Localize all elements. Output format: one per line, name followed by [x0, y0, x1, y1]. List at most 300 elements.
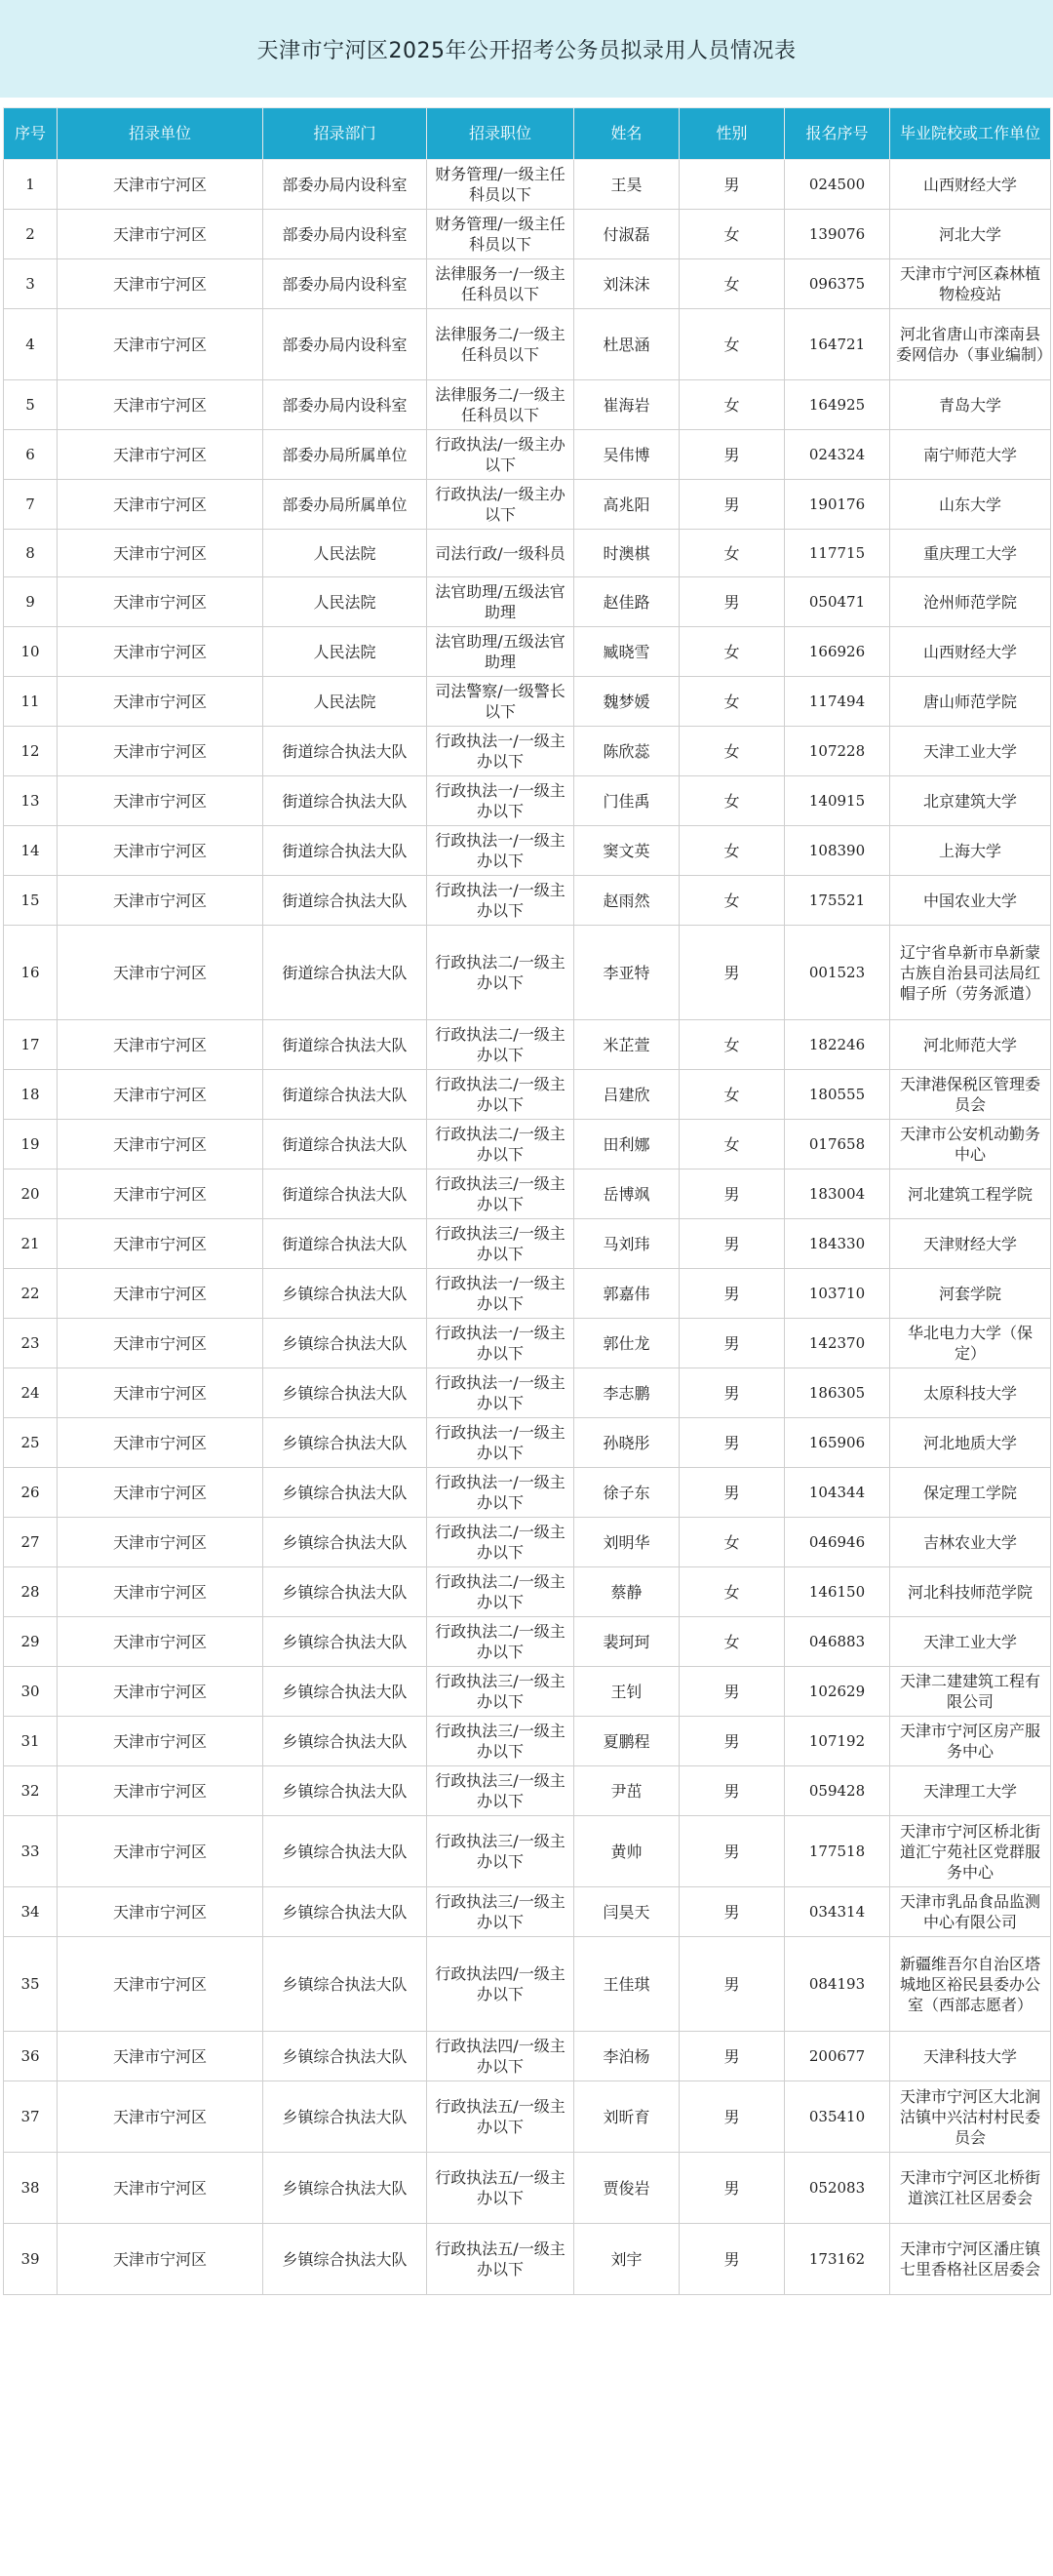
cell-school-or-employer: 天津市宁河区北桥街道滨江社区居委会	[890, 2153, 1051, 2224]
table-row	[4, 380, 1051, 430]
cell-recruiting-unit: 天津市宁河区	[58, 1368, 263, 1418]
table-row	[4, 826, 1051, 876]
cell-school-or-employer: 唐山师范学院	[890, 677, 1051, 727]
cell-recruiting-department: 街道综合执法大队	[263, 1020, 427, 1070]
cell-recruiting-department: 街道综合执法大队	[263, 776, 427, 826]
cell-recruiting-position: 行政执法一/一级主办以下	[427, 876, 574, 926]
cell-gender: 男	[680, 430, 785, 480]
cell-school-or-employer: 辽宁省阜新市阜新蒙古族自治县司法局红帽子所（劳务派遣）	[890, 926, 1051, 1020]
cell-recruiting-unit: 天津市宁河区	[58, 530, 263, 577]
cell-serial-number: 39	[4, 2224, 58, 2295]
cell-serial-number: 25	[4, 1418, 58, 1468]
cell-recruiting-position: 行政执法三/一级主办以下	[427, 1717, 574, 1766]
cell-recruiting-unit: 天津市宁河区	[58, 1120, 263, 1169]
cell-recruiting-department: 乡镇综合执法大队	[263, 1937, 427, 2032]
cell-serial-number: 28	[4, 1567, 58, 1617]
cell-registration-number: 046883	[785, 1617, 890, 1667]
cell-school-or-employer: 天津科技大学	[890, 2032, 1051, 2081]
cell-registration-number: 107228	[785, 727, 890, 776]
cell-registration-number: 166926	[785, 627, 890, 677]
cell-school-or-employer: 河北建筑工程学院	[890, 1169, 1051, 1219]
cell-recruiting-department: 乡镇综合执法大队	[263, 2032, 427, 2081]
cell-serial-number: 7	[4, 480, 58, 530]
cell-recruiting-unit: 天津市宁河区	[58, 1887, 263, 1937]
header-gender: 性别	[680, 108, 785, 160]
cell-serial-number: 13	[4, 776, 58, 826]
cell-recruiting-position: 行政执法二/一级主办以下	[427, 1070, 574, 1120]
cell-recruiting-position: 行政执法二/一级主办以下	[427, 1020, 574, 1070]
cell-recruiting-department: 人民法院	[263, 577, 427, 627]
cell-gender: 女	[680, 1070, 785, 1120]
cell-recruiting-department: 乡镇综合执法大队	[263, 1418, 427, 1468]
cell-registration-number: 182246	[785, 1020, 890, 1070]
cell-recruiting-position: 行政执法五/一级主办以下	[427, 2153, 574, 2224]
cell-school-or-employer: 天津市宁河区桥北街道汇宁苑社区党群服务中心	[890, 1816, 1051, 1887]
cell-recruiting-position: 行政执法二/一级主办以下	[427, 1120, 574, 1169]
cell-serial-number: 27	[4, 1518, 58, 1567]
cell-gender: 男	[680, 2032, 785, 2081]
cell-recruiting-position: 行政执法三/一级主办以下	[427, 1816, 574, 1887]
cell-serial-number: 11	[4, 677, 58, 727]
cell-recruiting-position: 行政执法一/一级主办以下	[427, 1319, 574, 1368]
cell-name: 刘沫沫	[574, 259, 680, 309]
cell-gender: 男	[680, 1269, 785, 1319]
cell-serial-number: 38	[4, 2153, 58, 2224]
cell-registration-number: 096375	[785, 259, 890, 309]
cell-serial-number: 10	[4, 627, 58, 677]
cell-gender: 女	[680, 1020, 785, 1070]
cell-gender: 女	[680, 826, 785, 876]
table-row	[4, 1020, 1051, 1070]
table-row	[4, 1070, 1051, 1120]
cell-school-or-employer: 河套学院	[890, 1269, 1051, 1319]
cell-school-or-employer: 吉林农业大学	[890, 1518, 1051, 1567]
table-row	[4, 1937, 1051, 2032]
cell-recruiting-department: 乡镇综合执法大队	[263, 1468, 427, 1518]
cell-recruiting-unit: 天津市宁河区	[58, 1269, 263, 1319]
cell-recruiting-department: 乡镇综合执法大队	[263, 1667, 427, 1717]
cell-name: 夏鹏程	[574, 1717, 680, 1766]
cell-recruiting-department: 乡镇综合执法大队	[263, 1368, 427, 1418]
cell-recruiting-position: 行政执法五/一级主办以下	[427, 2081, 574, 2153]
cell-recruiting-unit: 天津市宁河区	[58, 1020, 263, 1070]
cell-school-or-employer: 保定理工学院	[890, 1468, 1051, 1518]
cell-name: 孙晓彤	[574, 1418, 680, 1468]
cell-recruiting-position: 司法行政/一级科员	[427, 530, 574, 577]
cell-recruiting-department: 部委办局内设科室	[263, 210, 427, 259]
table-row	[4, 430, 1051, 480]
cell-recruiting-department: 街道综合执法大队	[263, 1070, 427, 1120]
cell-serial-number: 32	[4, 1766, 58, 1816]
cell-recruiting-position: 行政执法一/一级主办以下	[427, 727, 574, 776]
cell-gender: 女	[680, 677, 785, 727]
cell-school-or-employer: 天津二建建筑工程有限公司	[890, 1667, 1051, 1717]
cell-recruiting-position: 法官助理/五级法官助理	[427, 577, 574, 627]
cell-school-or-employer: 太原科技大学	[890, 1368, 1051, 1418]
cell-gender: 女	[680, 1617, 785, 1667]
cell-serial-number: 35	[4, 1937, 58, 2032]
cell-registration-number: 102629	[785, 1667, 890, 1717]
cell-serial-number: 19	[4, 1120, 58, 1169]
cell-school-or-employer: 中国农业大学	[890, 876, 1051, 926]
cell-name: 徐子东	[574, 1468, 680, 1518]
table-row	[4, 926, 1051, 1020]
cell-school-or-employer: 天津市乳品食品监测中心有限公司	[890, 1887, 1051, 1937]
table-row	[4, 1219, 1051, 1269]
cell-recruiting-department: 部委办局所属单位	[263, 480, 427, 530]
cell-registration-number: 107192	[785, 1717, 890, 1766]
cell-name: 杜思涵	[574, 309, 680, 380]
cell-serial-number: 16	[4, 926, 58, 1020]
cell-registration-number: 164925	[785, 380, 890, 430]
cell-recruiting-position: 行政执法二/一级主办以下	[427, 1567, 574, 1617]
table-row	[4, 776, 1051, 826]
table-row	[4, 1887, 1051, 1937]
cell-school-or-employer: 华北电力大学（保定）	[890, 1319, 1051, 1368]
cell-name: 王钊	[574, 1667, 680, 1717]
cell-gender: 女	[680, 776, 785, 826]
cell-recruiting-position: 行政执法/一级主办以下	[427, 430, 574, 480]
cell-gender: 男	[680, 577, 785, 627]
cell-school-or-employer: 沧州师范学院	[890, 577, 1051, 627]
header-name: 姓名	[574, 108, 680, 160]
cell-recruiting-department: 人民法院	[263, 677, 427, 727]
cell-name: 黄帅	[574, 1816, 680, 1887]
cell-recruiting-department: 乡镇综合执法大队	[263, 1567, 427, 1617]
cell-name: 刘昕育	[574, 2081, 680, 2153]
cell-recruiting-unit: 天津市宁河区	[58, 2032, 263, 2081]
table-row	[4, 1816, 1051, 1887]
cell-registration-number: 146150	[785, 1567, 890, 1617]
cell-recruiting-unit: 天津市宁河区	[58, 1617, 263, 1667]
cell-school-or-employer: 河北师范大学	[890, 1020, 1051, 1070]
cell-recruiting-department: 街道综合执法大队	[263, 1169, 427, 1219]
cell-recruiting-unit: 天津市宁河区	[58, 1070, 263, 1120]
table-header-row	[4, 108, 1051, 160]
cell-serial-number: 9	[4, 577, 58, 627]
cell-name: 田利娜	[574, 1120, 680, 1169]
header-recruiting-unit: 招录单位	[58, 108, 263, 160]
cell-recruiting-unit: 天津市宁河区	[58, 210, 263, 259]
cell-gender: 女	[680, 627, 785, 677]
cell-recruiting-unit: 天津市宁河区	[58, 2081, 263, 2153]
cell-gender: 男	[680, 1766, 785, 1816]
cell-gender: 男	[680, 1667, 785, 1717]
cell-recruiting-department: 部委办局内设科室	[263, 380, 427, 430]
cell-registration-number: 024500	[785, 160, 890, 210]
cell-name: 李泊杨	[574, 2032, 680, 2081]
cell-school-or-employer: 山西财经大学	[890, 627, 1051, 677]
cell-recruiting-position: 财务管理/一级主任科员以下	[427, 160, 574, 210]
table-row	[4, 480, 1051, 530]
cell-recruiting-position: 行政执法二/一级主办以下	[427, 1617, 574, 1667]
cell-registration-number: 024324	[785, 430, 890, 480]
cell-name: 马刘玮	[574, 1219, 680, 1269]
table-row	[4, 1518, 1051, 1567]
cell-serial-number: 22	[4, 1269, 58, 1319]
cell-serial-number: 33	[4, 1816, 58, 1887]
cell-recruiting-unit: 天津市宁河区	[58, 1468, 263, 1518]
cell-recruiting-department: 乡镇综合执法大队	[263, 1269, 427, 1319]
cell-recruiting-position: 行政执法一/一级主办以下	[427, 1269, 574, 1319]
cell-recruiting-unit: 天津市宁河区	[58, 1816, 263, 1887]
cell-gender: 女	[680, 380, 785, 430]
cell-name: 吕建欣	[574, 1070, 680, 1120]
cell-name: 李志鹏	[574, 1368, 680, 1418]
cell-serial-number: 4	[4, 309, 58, 380]
cell-recruiting-position: 行政执法一/一级主办以下	[427, 826, 574, 876]
cell-recruiting-position: 行政执法五/一级主办以下	[427, 2224, 574, 2295]
table-row	[4, 160, 1051, 210]
cell-registration-number: 177518	[785, 1816, 890, 1887]
cell-recruiting-unit: 天津市宁河区	[58, 2224, 263, 2295]
cell-recruiting-department: 部委办局内设科室	[263, 259, 427, 309]
cell-recruiting-department: 街道综合执法大队	[263, 926, 427, 1020]
cell-registration-number: 173162	[785, 2224, 890, 2295]
cell-serial-number: 15	[4, 876, 58, 926]
table-row	[4, 1667, 1051, 1717]
cell-school-or-employer: 天津工业大学	[890, 727, 1051, 776]
cell-gender: 男	[680, 1717, 785, 1766]
cell-recruiting-department: 人民法院	[263, 627, 427, 677]
cell-school-or-employer: 山西财经大学	[890, 160, 1051, 210]
cell-serial-number: 37	[4, 2081, 58, 2153]
cell-recruiting-unit: 天津市宁河区	[58, 1717, 263, 1766]
table-row	[4, 1766, 1051, 1816]
cell-recruiting-position: 司法警察/一级警长以下	[427, 677, 574, 727]
cell-registration-number: 117494	[785, 677, 890, 727]
cell-recruiting-unit: 天津市宁河区	[58, 1418, 263, 1468]
cell-recruiting-unit: 天津市宁河区	[58, 876, 263, 926]
cell-name: 岳博飒	[574, 1169, 680, 1219]
cell-gender: 女	[680, 727, 785, 776]
cell-serial-number: 2	[4, 210, 58, 259]
cell-registration-number: 139076	[785, 210, 890, 259]
cell-name: 贾俊岩	[574, 2153, 680, 2224]
cell-serial-number: 31	[4, 1717, 58, 1766]
cell-name: 赵雨然	[574, 876, 680, 926]
table-row	[4, 1169, 1051, 1219]
table-body	[4, 160, 1051, 2295]
cell-recruiting-unit: 天津市宁河区	[58, 926, 263, 1020]
cell-gender: 男	[680, 480, 785, 530]
cell-gender: 女	[680, 210, 785, 259]
cell-recruiting-unit: 天津市宁河区	[58, 480, 263, 530]
cell-serial-number: 24	[4, 1368, 58, 1418]
cell-recruiting-position: 法律服务二/一级主任科员以下	[427, 380, 574, 430]
cell-name: 郭嘉伟	[574, 1269, 680, 1319]
cell-serial-number: 29	[4, 1617, 58, 1667]
cell-recruiting-department: 街道综合执法大队	[263, 826, 427, 876]
cell-name: 裴珂珂	[574, 1617, 680, 1667]
table-row	[4, 1717, 1051, 1766]
cell-registration-number: 165906	[785, 1418, 890, 1468]
header-school-or-employer: 毕业院校或工作单位	[890, 108, 1051, 160]
cell-recruiting-department: 乡镇综合执法大队	[263, 1518, 427, 1567]
cell-recruiting-department: 街道综合执法大队	[263, 1120, 427, 1169]
cell-name: 时澳棋	[574, 530, 680, 577]
cell-name: 闫昊天	[574, 1887, 680, 1937]
cell-gender: 女	[680, 309, 785, 380]
cell-recruiting-position: 法官助理/五级法官助理	[427, 627, 574, 677]
cell-recruiting-position: 行政执法一/一级主办以下	[427, 776, 574, 826]
cell-school-or-employer: 上海大学	[890, 826, 1051, 876]
cell-name: 崔海岩	[574, 380, 680, 430]
cell-registration-number: 190176	[785, 480, 890, 530]
table-row	[4, 2081, 1051, 2153]
cell-school-or-employer: 北京建筑大学	[890, 776, 1051, 826]
cell-recruiting-unit: 天津市宁河区	[58, 1567, 263, 1617]
cell-serial-number: 1	[4, 160, 58, 210]
cell-recruiting-department: 乡镇综合执法大队	[263, 1766, 427, 1816]
cell-recruiting-unit: 天津市宁河区	[58, 1766, 263, 1816]
cell-recruiting-position: 法律服务二/一级主任科员以下	[427, 309, 574, 380]
cell-gender: 男	[680, 1169, 785, 1219]
cell-registration-number: 034314	[785, 1887, 890, 1937]
cell-registration-number: 140915	[785, 776, 890, 826]
cell-name: 臧晓雪	[574, 627, 680, 677]
cell-gender: 男	[680, 1219, 785, 1269]
header-recruiting-department: 招录部门	[263, 108, 427, 160]
cell-recruiting-department: 乡镇综合执法大队	[263, 1816, 427, 1887]
cell-registration-number: 035410	[785, 2081, 890, 2153]
cell-name: 王佳琪	[574, 1937, 680, 2032]
cell-school-or-employer: 河北省唐山市滦南县委网信办（事业编制）	[890, 309, 1051, 380]
header-serial-number: 序号	[4, 108, 58, 160]
cell-serial-number: 6	[4, 430, 58, 480]
cell-school-or-employer: 天津市宁河区大北涧沽镇中兴沽村村民委员会	[890, 2081, 1051, 2153]
table-row	[4, 1468, 1051, 1518]
table-row	[4, 2224, 1051, 2295]
cell-recruiting-department: 街道综合执法大队	[263, 727, 427, 776]
cell-recruiting-department: 乡镇综合执法大队	[263, 2224, 427, 2295]
cell-name: 高兆阳	[574, 480, 680, 530]
cell-school-or-employer: 南宁师范大学	[890, 430, 1051, 480]
cell-serial-number: 12	[4, 727, 58, 776]
cell-recruiting-position: 行政执法三/一级主办以下	[427, 1667, 574, 1717]
cell-serial-number: 17	[4, 1020, 58, 1070]
cell-recruiting-position: 行政执法一/一级主办以下	[427, 1468, 574, 1518]
cell-recruiting-unit: 天津市宁河区	[58, 677, 263, 727]
cell-name: 尹茁	[574, 1766, 680, 1816]
cell-recruiting-department: 街道综合执法大队	[263, 876, 427, 926]
cell-gender: 男	[680, 2224, 785, 2295]
cell-school-or-employer: 天津理工大学	[890, 1766, 1051, 1816]
cell-registration-number: 183004	[785, 1169, 890, 1219]
cell-recruiting-unit: 天津市宁河区	[58, 826, 263, 876]
cell-recruiting-position: 行政执法四/一级主办以下	[427, 1937, 574, 2032]
cell-registration-number: 084193	[785, 1937, 890, 2032]
cell-serial-number: 26	[4, 1468, 58, 1518]
cell-gender: 女	[680, 1567, 785, 1617]
cell-serial-number: 18	[4, 1070, 58, 1120]
cell-registration-number: 180555	[785, 1070, 890, 1120]
cell-recruiting-unit: 天津市宁河区	[58, 2153, 263, 2224]
cell-recruiting-unit: 天津市宁河区	[58, 727, 263, 776]
table-row	[4, 1368, 1051, 1418]
cell-registration-number: 117715	[785, 530, 890, 577]
table-row	[4, 1120, 1051, 1169]
page-title-bar	[0, 0, 1053, 98]
cell-recruiting-position: 行政执法三/一级主办以下	[427, 1169, 574, 1219]
cell-school-or-employer: 山东大学	[890, 480, 1051, 530]
cell-registration-number: 052083	[785, 2153, 890, 2224]
cell-gender: 男	[680, 2081, 785, 2153]
personnel-table	[3, 107, 1051, 2295]
cell-recruiting-unit: 天津市宁河区	[58, 430, 263, 480]
table-row	[4, 876, 1051, 926]
cell-recruiting-unit: 天津市宁河区	[58, 1219, 263, 1269]
cell-recruiting-position: 行政执法二/一级主办以下	[427, 1518, 574, 1567]
cell-name: 刘明华	[574, 1518, 680, 1567]
cell-recruiting-department: 乡镇综合执法大队	[263, 1717, 427, 1766]
cell-recruiting-unit: 天津市宁河区	[58, 1518, 263, 1567]
table-row	[4, 530, 1051, 577]
cell-gender: 男	[680, 1887, 785, 1937]
cell-recruiting-unit: 天津市宁河区	[58, 1319, 263, 1368]
cell-name: 赵佳路	[574, 577, 680, 627]
cell-recruiting-unit: 天津市宁河区	[58, 380, 263, 430]
cell-recruiting-position: 行政执法/一级主办以下	[427, 480, 574, 530]
cell-school-or-employer: 河北大学	[890, 210, 1051, 259]
table-row	[4, 2032, 1051, 2081]
cell-school-or-employer: 河北地质大学	[890, 1418, 1051, 1468]
cell-recruiting-position: 行政执法三/一级主办以下	[427, 1219, 574, 1269]
cell-registration-number: 142370	[785, 1319, 890, 1368]
header-recruiting-position: 招录职位	[427, 108, 574, 160]
cell-school-or-employer: 天津市公安机动勤务中心	[890, 1120, 1051, 1169]
cell-recruiting-unit: 天津市宁河区	[58, 309, 263, 380]
cell-name: 魏梦媛	[574, 677, 680, 727]
table-row	[4, 1269, 1051, 1319]
cell-registration-number: 186305	[785, 1368, 890, 1418]
cell-recruiting-position: 行政执法四/一级主办以下	[427, 2032, 574, 2081]
table-row	[4, 259, 1051, 309]
cell-recruiting-unit: 天津市宁河区	[58, 1169, 263, 1219]
cell-school-or-employer: 青岛大学	[890, 380, 1051, 430]
cell-recruiting-position: 财务管理/一级主任科员以下	[427, 210, 574, 259]
cell-registration-number: 164721	[785, 309, 890, 380]
table-row	[4, 210, 1051, 259]
table-row	[4, 627, 1051, 677]
cell-gender: 女	[680, 1518, 785, 1567]
cell-serial-number: 14	[4, 826, 58, 876]
cell-recruiting-unit: 天津市宁河区	[58, 160, 263, 210]
cell-serial-number: 23	[4, 1319, 58, 1368]
cell-school-or-employer: 天津市宁河区潘庄镇七里香格社区居委会	[890, 2224, 1051, 2295]
cell-gender: 女	[680, 876, 785, 926]
cell-registration-number: 017658	[785, 1120, 890, 1169]
cell-name: 刘宇	[574, 2224, 680, 2295]
cell-recruiting-unit: 天津市宁河区	[58, 259, 263, 309]
table-container	[0, 107, 1053, 2295]
cell-recruiting-unit: 天津市宁河区	[58, 776, 263, 826]
cell-recruiting-department: 乡镇综合执法大队	[263, 2153, 427, 2224]
table-row	[4, 1617, 1051, 1667]
header-registration-number: 报名序号	[785, 108, 890, 160]
cell-gender: 男	[680, 1816, 785, 1887]
cell-school-or-employer: 河北科技师范学院	[890, 1567, 1051, 1617]
cell-recruiting-department: 人民法院	[263, 530, 427, 577]
cell-gender: 男	[680, 926, 785, 1020]
cell-registration-number: 103710	[785, 1269, 890, 1319]
cell-name: 蔡静	[574, 1567, 680, 1617]
table-row	[4, 2153, 1051, 2224]
cell-name: 窦文英	[574, 826, 680, 876]
cell-gender: 女	[680, 530, 785, 577]
cell-recruiting-unit: 天津市宁河区	[58, 627, 263, 677]
cell-recruiting-position: 行政执法一/一级主办以下	[427, 1368, 574, 1418]
